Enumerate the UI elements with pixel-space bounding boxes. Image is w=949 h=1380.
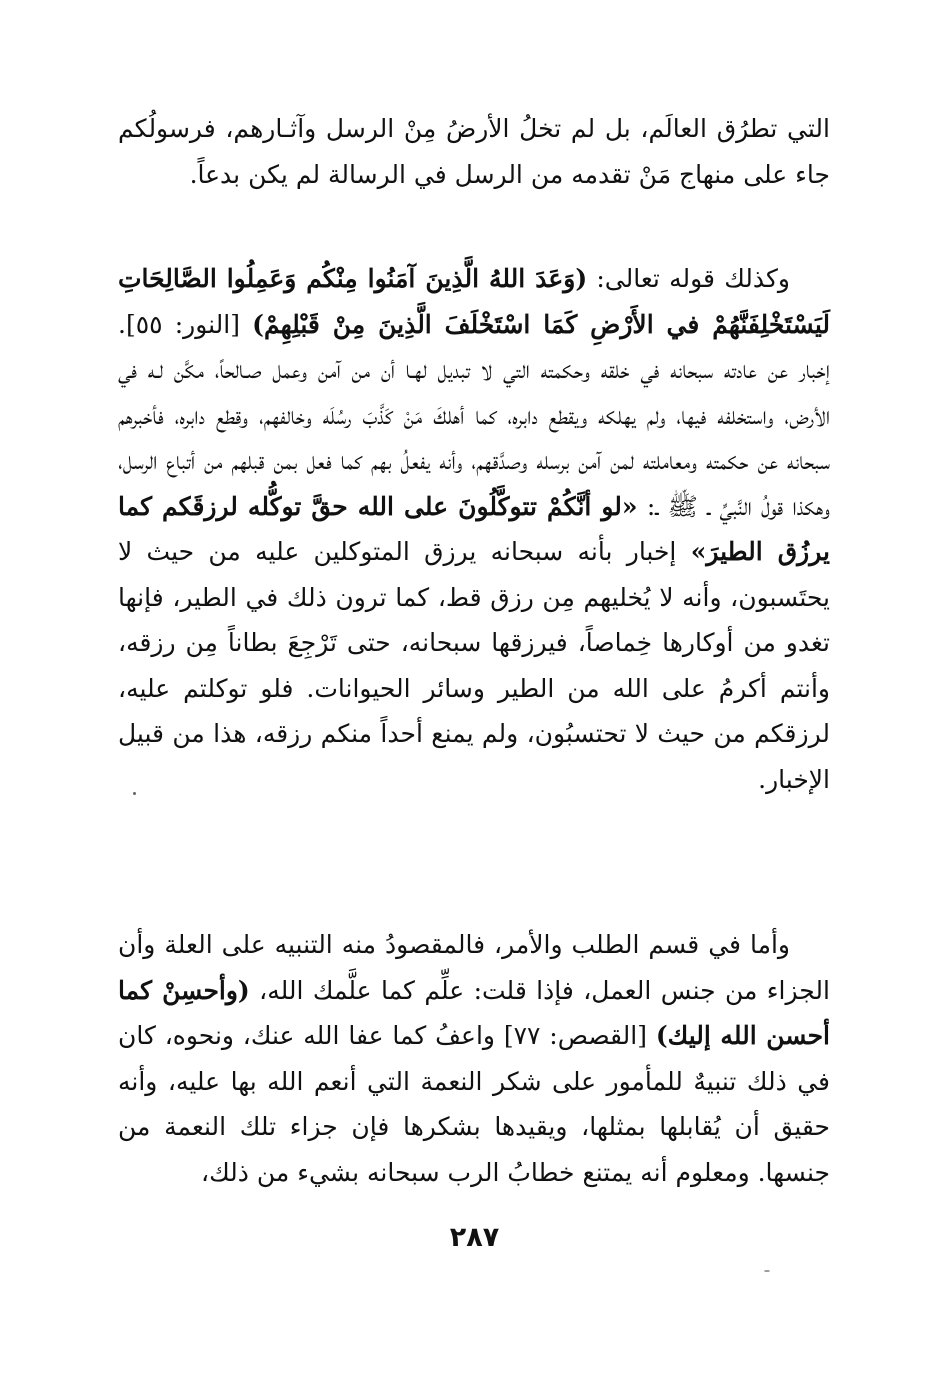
paragraph-1-text: التي تطرُق العالَم، بل لم تخلُ الأرضُ مِنْ الرسل وآثـارهم، فرسولُكم جاء على منهاج مَنْ تقدمه من الرسل في الرسالة لم يكن بدعاً.: [118, 114, 830, 189]
paragraph-3-intro: وأما في قسم الطلب والأمر، فالمقصودُ منه التنبيه على العلة وأن الجزاء من جنس العمل، فإذا قلت: علِّم كما علَّمك الله،: [118, 930, 830, 1005]
paragraph-2-intro: وكذلك قوله تعالى:: [587, 264, 790, 293]
paragraph-2-body-continued: إخبار بأنه سبحانه يرزق المتوكلين عليه من حيث لا يحتَسبون، وأنه لا يُخليهم مِن رزق قط، كما ترون ذلك في الطير، فإنها تغدو من أوكارها خِماصاً، فيرزقها سبحانه، حتى تَرْجِعَ بطاناً مِن رزقه، وأنتم أكرمُ على الله من الطير وسائر الحيوانات. فلو توكلتم عليه، لرزقكم من حيث لا تحتسبُون، ولم يمنع أحداً منكم رزقه، هذا من قبيل الإخبار.: [118, 537, 830, 794]
quran-verse-nur-55: (وَعَدَ اللهُ الَّذِينَ آمَنُوا مِنْكُم وَعَمِلُوا الصَّالِحَاتِ لَيَسْتَخْلِفَنَّهُمْ في الأَرْضِ كَمَا اسْتَخْلَفَ الَّذِينَ مِنْ قَبْلِهِمْ): [118, 264, 830, 339]
paragraph-2-body: [النور: ٥٥]. إخبار عن عادته سبحانه في خلقه وحكمته التي لا تبديل لهـا أن من آمن وعمل صـالحاً، مكَّن لـه في الأرض، واستخلفه فيها، ولم يهلكه ويقطع دابره، كما أهلكَ مَنْ كَذَّبَ رسُلَه وخالفهم، وقطع دابره، فأخبرهم سبحانه عن حكمته ومعاملته لمن آمن برسله وصدَّقهم، وأنه يفعلُ بهم كما فعل بمن قبلهم من أتباع الرسل، وهكذا قولُ النَّبيِّ ـ ﷺ ـ:: [118, 309, 830, 521]
scan-speck: [764, 1270, 770, 1272]
hadith-quote: «لو أنَّكُمْ تتوكَّلُونَ على الله حقَّ توكُّله لرزقَكم كما يرزُق الطيرَ»: [118, 491, 830, 566]
paragraph-3: [118, 922, 830, 1195]
paragraph-3-body: [القصص: ٧٧] واعفُ كما عفا الله عنك، ونحوه، كان في ذلك تنبيهٌ للمأمور على شكر النعمة التي أنعم الله بها عليه، وأنه حقيق أن يُقابلها بمثلها، ويقيدها بشكرها فإن جزاء تلك النعمة من جنسها. ومعلوم أنه يمتنع خطابُ الرب سبحانه بشيء من ذلك،: [118, 1021, 830, 1187]
quran-verse-qasas-77: (وأحسِنْ كما أحسن الله إليك): [118, 975, 830, 1050]
page-number: ٢٨٧: [449, 1222, 500, 1253]
paragraph-2: [118, 256, 830, 802]
paragraph-1: [118, 106, 830, 197]
scan-speck: [133, 792, 136, 795]
